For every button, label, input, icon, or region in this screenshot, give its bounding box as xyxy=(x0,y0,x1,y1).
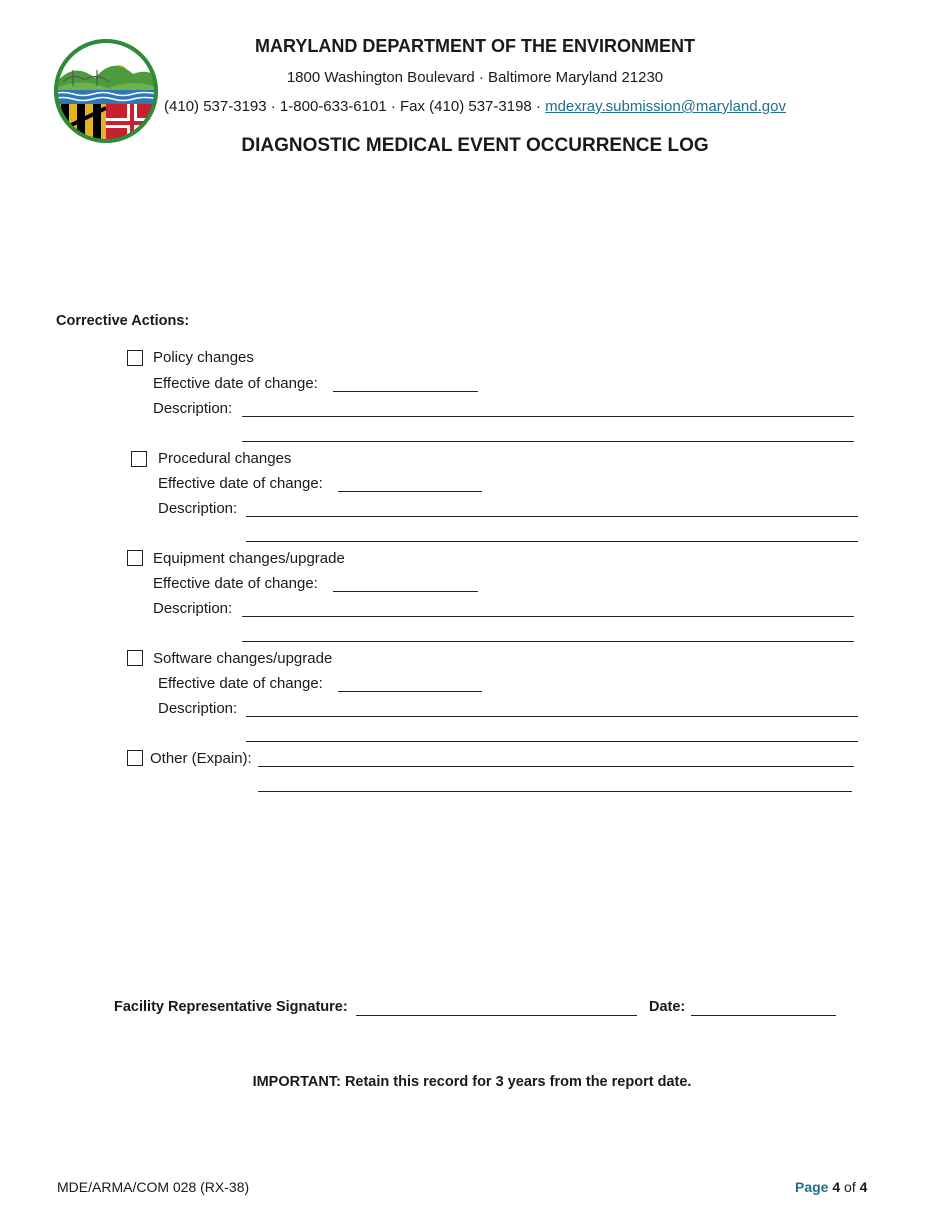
equipment-changes-checkbox[interactable] xyxy=(127,550,143,566)
important-note: IMPORTANT: Retain this record for 3 years from the report date. xyxy=(252,1074,692,1090)
page-word: Page xyxy=(795,1179,829,1195)
contact-phones: (410) 537-3193 · 1-800-633-6101 · Fax (410) 537-3198 · xyxy=(164,98,546,115)
software-changes-checkbox[interactable] xyxy=(127,650,143,666)
policy-changes-checkbox[interactable] xyxy=(127,350,143,366)
agency-contact xyxy=(0,98,950,115)
signature-date-field[interactable] xyxy=(691,1015,836,1016)
equipment-description-line-1[interactable] xyxy=(242,616,854,617)
signature-field[interactable] xyxy=(356,1015,637,1016)
equipment-date-label: Effective date of change: xyxy=(153,575,318,592)
page-current: 4 xyxy=(832,1179,841,1195)
software-date-label: Effective date of change: xyxy=(158,675,323,692)
page-total: 4 xyxy=(859,1179,868,1195)
software-description-line-2[interactable] xyxy=(246,741,858,742)
policy-date-field[interactable] xyxy=(333,391,478,392)
procedural-date-label: Effective date of change: xyxy=(158,475,323,492)
equipment-date-field[interactable] xyxy=(333,591,478,592)
email-link[interactable]: mdexray.submission@maryland.gov xyxy=(545,98,786,115)
policy-description-line-1[interactable] xyxy=(242,416,854,417)
software-description-line-1[interactable] xyxy=(246,716,858,717)
equipment-changes-label: Equipment changes/upgrade xyxy=(153,550,345,567)
other-label: Other (Expain): xyxy=(150,750,252,767)
policy-date-label: Effective date of change: xyxy=(153,375,318,392)
page-of: of xyxy=(844,1179,856,1195)
software-description-label: Description: xyxy=(158,700,238,717)
corrective-actions-heading: Corrective Actions: xyxy=(56,313,190,329)
other-line-2[interactable] xyxy=(258,791,852,792)
policy-description-line-2[interactable] xyxy=(242,441,854,442)
policy-changes-label: Policy changes xyxy=(153,349,254,366)
procedural-description-label: Description: xyxy=(158,500,238,517)
other-line-1[interactable] xyxy=(258,766,854,767)
page-number xyxy=(795,1179,867,1195)
signature-label: Facility Representative Signature: xyxy=(114,999,348,1015)
signature-date-label: Date: xyxy=(649,999,686,1015)
equipment-description-line-2[interactable] xyxy=(242,641,854,642)
equipment-description-label: Description: xyxy=(153,600,233,617)
other-checkbox[interactable] xyxy=(127,750,143,766)
procedural-description-line-1[interactable] xyxy=(246,516,858,517)
procedural-changes-label: Procedural changes xyxy=(158,450,292,467)
procedural-description-line-2[interactable] xyxy=(246,541,858,542)
form-number: MDE/ARMA/COM 028 (RX-38) xyxy=(57,1179,250,1195)
software-date-field[interactable] xyxy=(338,691,482,692)
form-title: DIAGNOSTIC MEDICAL EVENT OCCURRENCE LOG xyxy=(241,135,709,156)
procedural-changes-checkbox[interactable] xyxy=(131,451,147,467)
software-changes-label: Software changes/upgrade xyxy=(153,650,333,667)
agency-name: MARYLAND DEPARTMENT OF THE ENVIRONMENT xyxy=(255,36,695,56)
procedural-date-field[interactable] xyxy=(338,491,482,492)
agency-address: 1800 Washington Boulevard · Baltimore Maryland 21230 xyxy=(286,69,664,86)
policy-description-label: Description: xyxy=(153,400,233,417)
